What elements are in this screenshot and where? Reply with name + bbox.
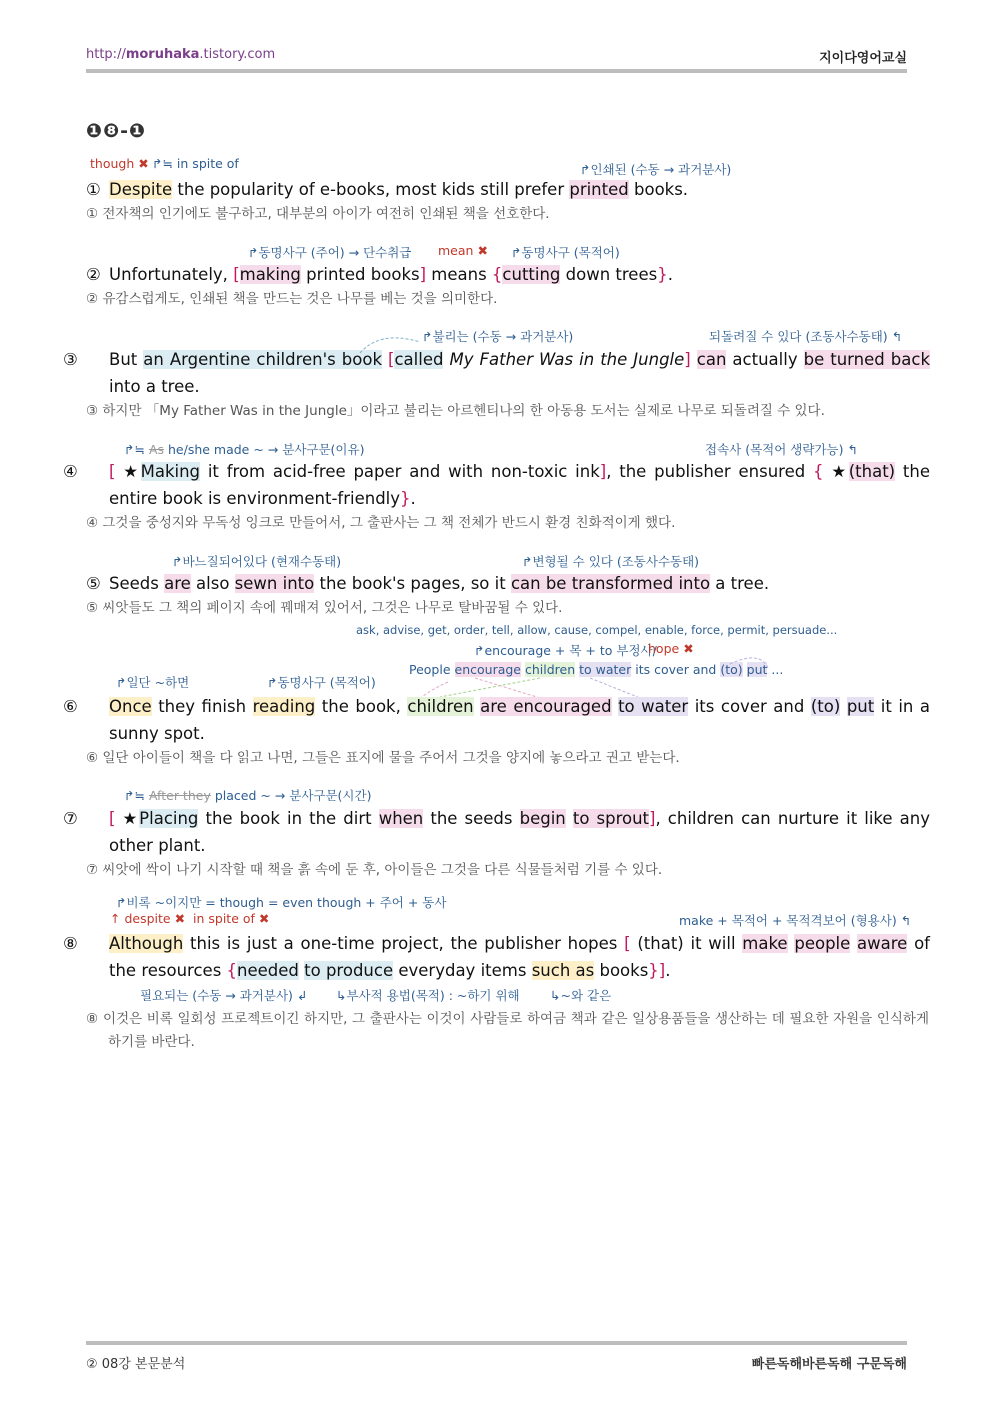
sentence-4: ④ [ ★Making it from acid-free paper and with non-toxic ink], the publisher ensured { ★(that) the entire book is environment-friendly}. (63, 462, 930, 508)
sentence-5: ⑤ Seeds are also sewn into the book's pages, so it can be transformed into a tree. (86, 574, 770, 593)
note-verb-list: ask, advise, get, order, tell, allow, cause, compel, enable, force, permit, persuade... (356, 623, 838, 637)
note-mean: mean ✖ (438, 243, 488, 258)
translation-8: ⑧ 이것은 비록 일회성 프로젝트이긴 하지만, 그 출판사는 이것이 사람들로 하여금 책과 같은 일상용품들을 생산하는 데 필요한 자원을 인식하게 하기를 바란다. (86, 1011, 929, 1050)
note-once: ↱일단 ~하면 (116, 675, 190, 690)
translation-7: ⑦ 씨앗에 싹이 나기 시작할 때 책을 흙 속에 둔 후, 아이들은 그것을 다른 식물들처럼 기를 수 있다. (86, 862, 663, 878)
note-be-turned: 되돌려질 수 있다 (조동사수동태) ↰ (709, 329, 903, 344)
note-transformed: ↱변형될 수 있다 (조동사수동태) (522, 554, 700, 569)
note-in-spite-of: ↱≒ in spite of (152, 156, 239, 171)
note-conj-that: 접속사 (목적어 생략가능) ↰ (705, 442, 858, 457)
sentence-7: ⑦ [ ★Placing the book in the dirt when the seeds begin to sprout], children can nurture it like any other plant. (63, 809, 930, 855)
translation-4: ④ 그것을 중성지와 무독성 잉크로 만들어서, 그 출판사는 그 책 전체가 반드시 환경 친화적이게 했다. (86, 515, 676, 531)
sentence-2: ② Unfortunately, [making printed books] means {cutting down trees}. (86, 265, 673, 284)
sentence-6: ⑥ Once they finish reading the book, children are encouraged to water its cover and (to) put it in a sunny spot. (63, 697, 931, 743)
note-to-produce: ↳부사적 용법(목적) : ~하기 위해 (336, 988, 520, 1003)
header-title: 지이다영어교실 (819, 51, 907, 66)
translation-6: ⑥ 일단 아이들이 책을 다 읽고 나면, 그들은 표지에 물을 주어서 그것을 양지에 놓으라고 권고 받는다. (86, 750, 680, 766)
header-url[interactable]: http://moruhaka.tistory.com (86, 47, 276, 62)
note-sewn: ↱바느질되어있다 (현재수동태) (172, 554, 342, 569)
note-though: though ✖ (90, 156, 149, 171)
note-reading: ↱동명사구 (목적어) (267, 675, 376, 690)
sentence-8: ⑧ Although this is just a one-time project, the publisher hopes [ (that) it will make people aware of the resources {needed to produce everyday items such as books}]. (63, 934, 930, 980)
footer-book: 빠른독해바른독해 구문독해 (751, 1357, 907, 1372)
note-such-as: ↳~와 같은 (550, 988, 612, 1003)
footer-rule (86, 1341, 907, 1345)
sentence-3: ③ But an Argentine children's book [called My Father Was in the Jungle] can actually be turned back into a tree. (63, 350, 930, 396)
note-gerund-subject: ↱동명사구 (주어) → 단수취급 (248, 245, 412, 260)
translation-1: ① 전자책의 인기에도 불구하고, 대부분의 아이가 여전히 인쇄된 책을 선호한다. (86, 206, 550, 222)
section-title: ❶❽-❶ (86, 120, 147, 142)
note-although: ↱비록 ~이지만 = though = even though + 주어 + 동사 (116, 895, 447, 910)
note-after-placed: ↱≒ After they placed ~ → 분사구문(시간) (124, 788, 372, 803)
sentence-1: ① Despite the popularity of e-books, most kids still prefer printed books. (86, 180, 689, 199)
note-hope: hope ✖ (648, 641, 694, 656)
footer-page: ② 08강 본문분석 (86, 1357, 186, 1372)
note-gerund-object: ↱동명사구 (목적어) (511, 245, 620, 260)
translation-2: ② 유감스럽게도, 인쇄된 책을 만드는 것은 나무를 베는 것을 의미한다. (86, 291, 498, 307)
note-as-made: ↱≒ As he/she made ~ → 분사구문(이유) (124, 442, 365, 457)
translation-5: ⑤ 씨앗들도 그 책의 페이지 속에 꿰매져 있어서, 그것은 나무로 탈바꿈될 수 있다. (86, 600, 563, 616)
mini-example: People encourage children to water its cover and (to) put ... (409, 662, 784, 677)
note-needed: 필요되는 (수동 → 과거분사) ↲ (140, 988, 308, 1003)
note-encourage-form: ↱encourage + 목 + to 부정사/ (474, 643, 657, 658)
note-make: make + 목적어 + 목적격보어 (형용사) ↰ (679, 913, 912, 928)
note-printed: ↱인쇄된 (수동 → 과거분사) (580, 162, 732, 177)
translation-3: ③ 하지만 「My Father Was in the Jungle」이라고 불리는 아르헨티나의 한 아동용 도서는 실제로 나무로 되돌려질 수 있다. (86, 403, 825, 419)
note-called: ↱불리는 (수동 → 과거분사) (422, 329, 574, 344)
note-despite: ↑ despite ✖ in spite of ✖ (110, 911, 270, 926)
